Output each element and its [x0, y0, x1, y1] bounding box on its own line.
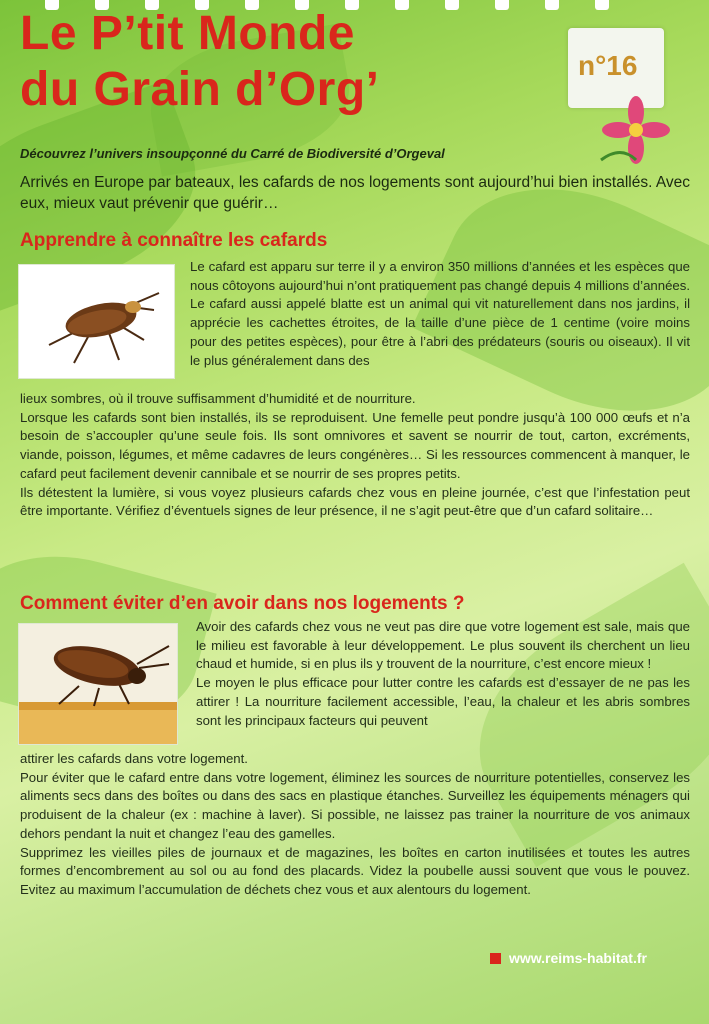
cockroach-photo — [18, 264, 175, 379]
section-2-full-text — [20, 750, 690, 900]
paragraph: Ils détestent la lumière, si vous voyez plusieurs cafards chez vous en pleine journée, c’est que l’infestation peut être importante. Vérifiez d’éventuels signes de leur présence, il ne s’agit peut-être que d’un cafard solitaire… — [20, 484, 690, 519]
issue-number: n°16 — [578, 50, 638, 81]
paragraph: lieux sombres, où il trouve suffisamment d’humidité et de nourriture. — [20, 391, 416, 406]
paragraph: Pour éviter que le cafard entre dans votre logement, éliminez les sources de nourriture potentielles, conservez les aliments secs dans des boîtes ou dans des sacs en plastique étanches. Surveillez les équipements ménagers qui produisent de la chaleur (ex : machine à laver). Si possible, ne laissez pas trainer la nourriture de vos animaux dehors pendant la nuit et changez l’eau des gamelles. — [20, 769, 690, 841]
section-1-wrap-text — [190, 258, 690, 370]
paragraph: Lorsque les cafards sont bien installés, ils se reproduisent. Une femelle peut pondre jusqu’à 100 000 œufs et n’a besoin de s’accoupler qu’une seule fois. Ils sont omnivores et savent se nourrir de tout, carton, excréments, viande, poisson, légumes, et même cadavres de leurs congénères… Si les ressources commencent à manquer, le cafard peut facilement devenir cannibale et se nourrir de ses propres petits. — [20, 409, 690, 481]
website-link[interactable] — [490, 950, 647, 966]
intro-paragraph: Arrivés en Europe par bateaux, les cafards de nos logements sont aujourd’hui bien installés. Avec eux, mieux vaut prévenir que guérir… — [20, 174, 691, 212]
paragraph: Le moyen le plus efficace pour lutter contre les cafards est d’essayer de ne pas les attirer ! La nourriture facilement accessible, l’eau, la chaleur et les abris sombres sont les principaux facteurs qui peuvent — [196, 675, 690, 728]
paragraph: attirer les cafards dans votre logement. — [20, 751, 248, 766]
paragraph: Le cafard est apparu sur terre il y a environ 350 millions d’années et les espèces que nous côtoyons aujourd’hui n’ont pratiquement pas changé depuis 4 millions d’années. — [190, 259, 690, 293]
website-url[interactable]: www.reims-habitat.fr — [509, 950, 647, 966]
paragraph: Le cafard aussi appelé blatte est un animal qui vit naturellement dans nos jardins, il apprécie les cachettes étroites, de la taille d’une pièce de 1 centime (voire moins pour des petites espèces), pour être à l’abri des prédateurs (souris ou oiseaux). Il vit le plus généralement dans des — [190, 296, 690, 368]
page-title-line-2: du Grain d’Org’ — [20, 63, 380, 116]
section-2-heading: Comment éviter d’en avoir dans nos logements ? — [20, 593, 465, 614]
subtitle: Découvrez l’univers insoupçonné du Carré de Biodiversité d’Orgeval — [20, 146, 445, 161]
cockroach-on-bread-photo — [18, 623, 178, 745]
page-title — [20, 6, 540, 118]
paragraph: Supprimez les vieilles piles de journaux et de magazines, les boîtes en carton inutilisées et toutes les autres formes d’encombrement au sol ou au fond des placards. Videz la poubelle aussi souvent que vous le pouvez. Evitez au maximum l’accumulation de déchets chez vous et aux alentours du logement. — [20, 844, 690, 897]
flower-decoration-icon — [596, 90, 676, 170]
section-2-wrap-text — [196, 618, 690, 730]
section-1-full-text — [20, 390, 690, 521]
paragraph: Avoir des cafards chez vous ne veut pas dire que votre logement est sale, mais que le milieu est favorable à leur développement. Le plus souvent ils cherchent un lieu chaud et humide, si en plus ils y trouvent de la nourriture, c’est encore mieux ! — [196, 619, 690, 672]
section-1-heading: Apprendre à connaître les cafards — [20, 230, 328, 251]
red-square-bullet-icon — [490, 953, 501, 964]
page-title-line-1: Le P’tit Monde — [20, 7, 355, 60]
